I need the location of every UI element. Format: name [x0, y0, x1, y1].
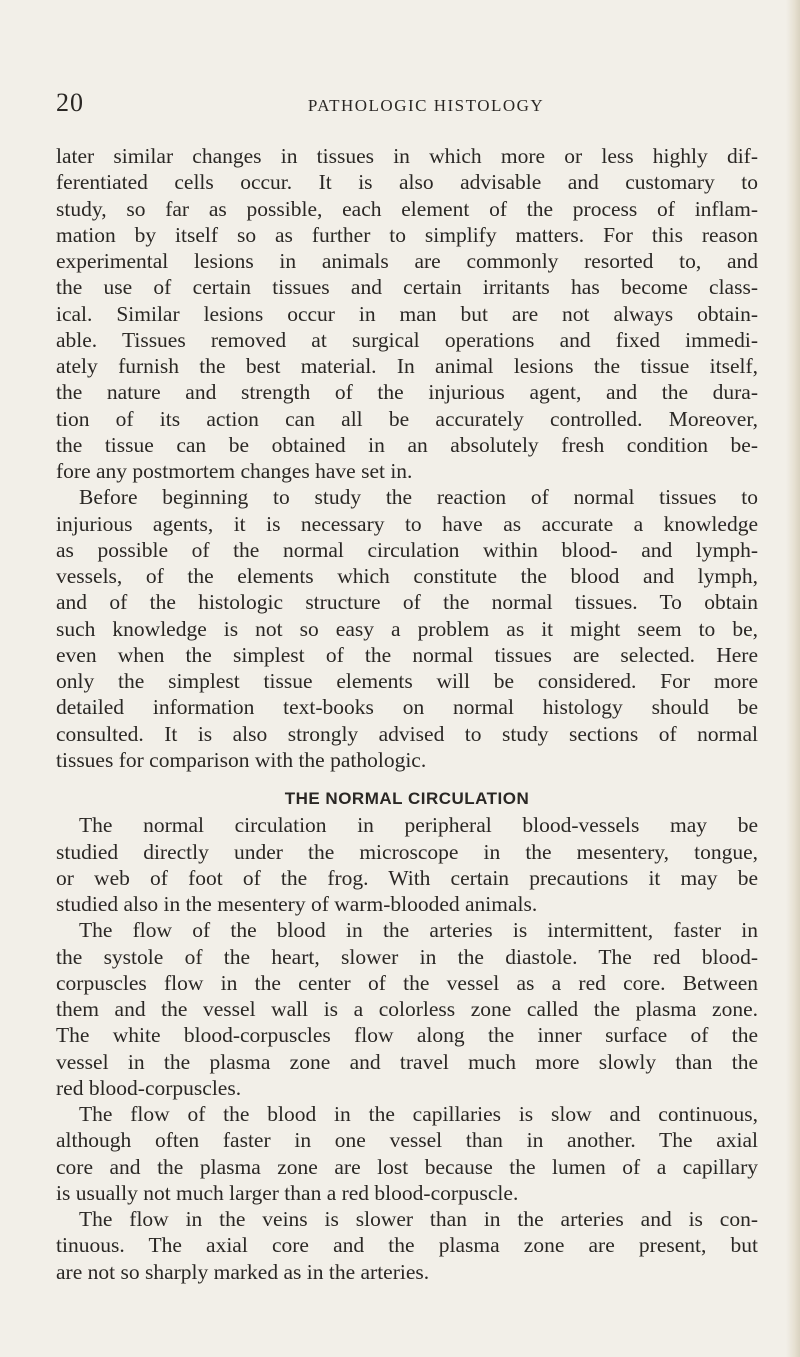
text-line: detailed information text-books on normal histology should be [56, 695, 758, 720]
text-line: The white blood-corpuscles flow along the inner surface of the [56, 1023, 758, 1048]
text-line: red blood-corpuscles. [56, 1075, 242, 1100]
text-line: The flow in the veins is slower than in the arteries and is con- [79, 1207, 758, 1231]
text-line: study, so far as possible, each element of the process of inflam- [56, 196, 758, 221]
text-line: The flow of the blood in the capillaries is slow and continuous, [79, 1102, 758, 1126]
text-line: The flow of the blood in the arteries is intermittent, faster in [79, 918, 758, 943]
text-line: ferentiated cells occur. It is also advisable and customary to [56, 170, 758, 195]
running-head: PATHOLOGIC HISTOLOGY [307, 96, 545, 115]
text-line: ical. Similar lesions occur in man but are not always obtain- [56, 301, 758, 326]
text-line: tion of its action can all be accurately controlled. Moreover, [56, 406, 758, 431]
text-line: later similar changes in tissues in which more or less highly dif- [56, 144, 758, 168]
text-line: The normal circulation in peripheral blood-vessels may be [79, 813, 758, 838]
text-line: fore any postmortem changes have set in. [56, 459, 413, 483]
text-line: the nature and strength of the injurious agent, and the dura- [56, 380, 758, 405]
page-header [56, 88, 756, 122]
text-line: core and the plasma zone are lost because the lumen of a capillary [56, 1154, 758, 1179]
text-line: as possible of the normal circulation within blood- and lymph- [56, 537, 758, 562]
text-line: the use of certain tissues and certain irritants has become class- [56, 275, 758, 300]
text-line: only the simplest tissue elements will be considered. For more [56, 669, 758, 693]
text-line: ately furnish the best material. In animal lesions the tissue itself, [56, 354, 758, 378]
section-heading: THE NORMAL CIRCULATION [284, 789, 530, 808]
paragraph-1 [56, 143, 758, 484]
body-text [56, 143, 758, 1285]
text-line: studied also in the mesentery of warm-blooded animals. [56, 892, 538, 916]
text-line: tissues for comparison with the pathologic. [56, 747, 427, 772]
paragraph-3 [56, 812, 758, 917]
text-line: the tissue can be obtained in an absolutely fresh condition be- [56, 432, 758, 457]
text-line: corpuscles flow in the center of the vessel as a red core. Between [56, 970, 758, 995]
text-line: mation by itself so as further to simplify matters. For this reason [56, 222, 758, 247]
text-line: and of the histologic structure of the normal tissues. To obtain [56, 590, 758, 615]
paragraph-2-cont [56, 511, 758, 774]
text-line: the systole of the heart, slower in the diastole. The red blood- [56, 944, 758, 969]
text-line: tinuous. The axial core and the plasma zone are present, but [56, 1233, 758, 1258]
text-line: them and the vessel wall is a colorless zone called the plasma zone. [56, 997, 758, 1021]
text-line: vessel in the plasma zone and travel much more slowly than the [56, 1049, 758, 1074]
text-line: Before beginning to study the reaction of normal tissues to [79, 485, 758, 510]
text-line: consulted. It is also strongly advised to study sections of normal [56, 721, 758, 746]
paragraph-4 [56, 917, 758, 1101]
text-line: or web of foot of the frog. With certain precautions it may be [56, 865, 758, 890]
text-line: studied directly under the microscope in the mesentery, tongue, [56, 839, 758, 864]
text-line: although often faster in one vessel than in another. The axial [56, 1128, 758, 1153]
paragraph-2 [56, 484, 758, 510]
text-line: even when the simplest of the normal tissues are selected. Here [56, 642, 758, 667]
text-line: injurious agents, it is necessary to have as accurate a knowledge [56, 511, 758, 536]
text-line: experimental lesions in animals are commonly resorted to, and [56, 249, 758, 273]
paragraph-5 [56, 1101, 758, 1206]
text-line: vessels, of the elements which constitute the blood and lymph, [56, 564, 758, 588]
text-line: is usually not much larger than a red blood-corpuscle. [56, 1180, 519, 1205]
page-number: 20 [56, 88, 84, 117]
page-edge-shadow [786, 0, 800, 1357]
paragraph-6 [56, 1206, 758, 1285]
text-line: such knowledge is not so easy a problem as it might seem to be, [56, 616, 758, 641]
text-line: are not so sharply marked as in the arteries. [56, 1259, 430, 1284]
text-line: able. Tissues removed at surgical operations and fixed immedi- [56, 327, 758, 352]
